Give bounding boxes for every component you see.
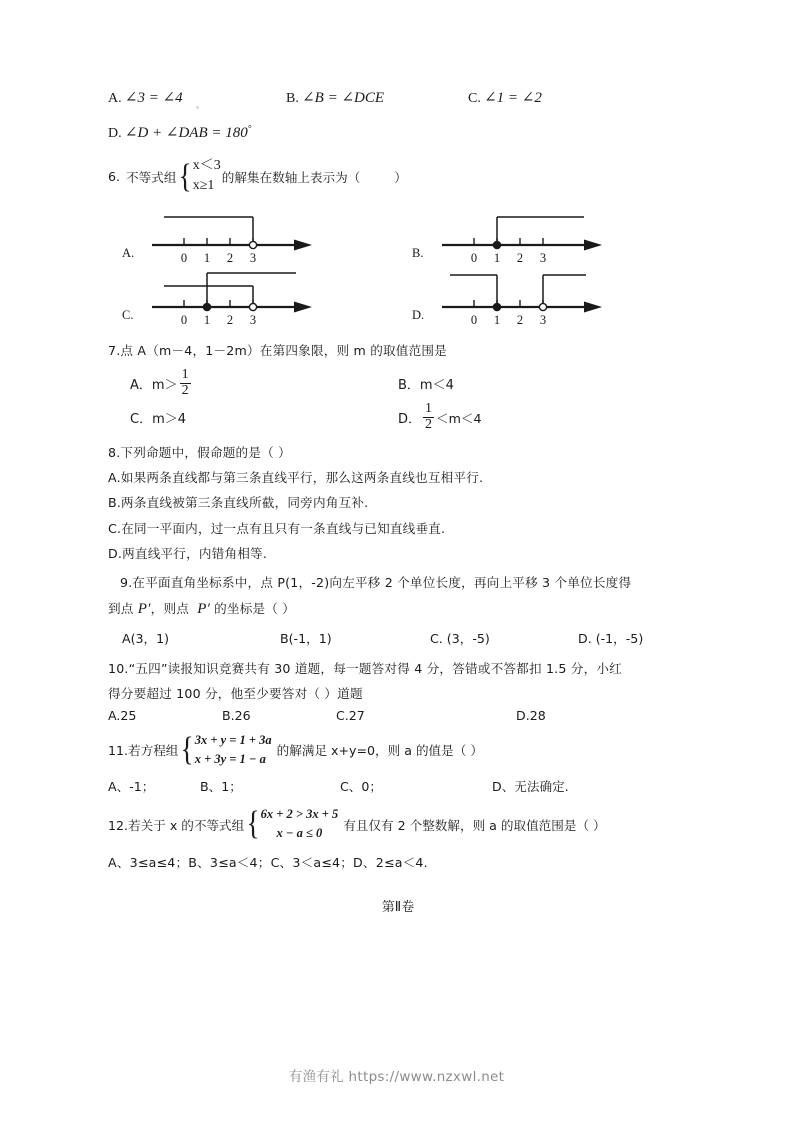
svg-text:1: 1: [203, 250, 211, 265]
q6-system-line1: x＜3: [192, 158, 221, 173]
q5-option-b-letter: B.: [286, 91, 299, 106]
q7-options-row2: [108, 402, 688, 432]
q12-system-rows: [261, 805, 339, 843]
svg-text:3: 3: [539, 250, 547, 265]
q9-option-b[interactable]: B(-1，1): [280, 631, 332, 647]
q6-number: 6.: [108, 168, 121, 184]
q10-options-row: [108, 708, 688, 723]
scan-speck: [196, 106, 199, 109]
q7-option-d-fraction: [423, 402, 434, 432]
svg-text:1: 1: [203, 312, 211, 327]
q9-option-d[interactable]: D. (-1，-5): [578, 631, 644, 647]
q11-option-d[interactable]: D、无法确定.: [492, 779, 569, 795]
q8-stem: 8.下列命题中，假命题的是（ ）: [108, 444, 291, 460]
q7-option-c[interactable]: [108, 402, 398, 432]
q5-options-row: [108, 88, 688, 107]
q9-stem-line2-a: 到点: [108, 601, 138, 617]
q6-system-rows: [193, 156, 221, 197]
q11-system-line2: x + 3y = 1 − a: [194, 751, 266, 766]
q6-choice-d[interactable]: [398, 267, 688, 329]
q7-option-b[interactable]: [398, 368, 688, 398]
q5-option-a-letter: A.: [108, 91, 122, 106]
q7-option-d-denominator: 2: [425, 416, 433, 432]
q6-choice-d-label: D.: [412, 307, 425, 322]
q11-stem: [108, 731, 688, 769]
q6-tail: 的解集在数轴上表示为（: [221, 169, 361, 185]
q10-stem-line1: 10.“五四”读报知识竞赛共有 30 道题，每一题答对得 4 分，答错或不答都扣 1.5 分，小红: [108, 661, 622, 677]
q9-stem-line2-c: 的坐标是（ ）: [214, 601, 296, 617]
q12-stem: [108, 805, 688, 843]
svg-text:2: 2: [516, 312, 524, 327]
q6-choice-c[interactable]: [108, 267, 398, 329]
q11-system-rows: [195, 731, 272, 769]
q9-stem-line2-b: ，则点: [150, 601, 194, 617]
svg-text:3: 3: [539, 312, 547, 327]
q12-lead: 12.若关于 x 的不等式组: [108, 817, 245, 833]
q7-option-a-fraction: [180, 368, 191, 398]
svg-text:1: 1: [493, 250, 501, 265]
q6-choice-a-label: A.: [122, 245, 135, 260]
q7-option-d-tail: ＜m＜4: [436, 410, 482, 426]
q6-system: [177, 156, 220, 197]
q9-point-p-prime-1: P′: [137, 601, 151, 618]
svg-text:1: 1: [493, 312, 501, 327]
q7-option-d-numerator: 1: [425, 401, 433, 417]
q5-option-c: [468, 88, 542, 107]
q6-lead: 不等式组: [126, 169, 177, 185]
q11-options-row: [108, 776, 688, 795]
numberline-a-figure: [144, 205, 354, 265]
q5-option-d: [108, 123, 688, 142]
q7-options-row1: [108, 368, 688, 398]
numberline-b-figure: [434, 205, 644, 265]
svg-text:2: 2: [226, 312, 234, 327]
q12-system-line1: 6x + 2 > 3x + 5: [260, 807, 339, 822]
q11-tail: 的解满足 x+y=0，则 a 的值是（ ）: [276, 743, 483, 759]
q7-option-c-label: C．m＞4: [130, 411, 187, 427]
q11-option-a[interactable]: A、-1；: [108, 779, 155, 795]
q8-option-b[interactable]: B.两条直线被第三条直线所截，同旁内角互补.: [108, 495, 369, 511]
q10-option-d[interactable]: D.28: [516, 707, 546, 723]
q5-option-d-letter: D.: [108, 126, 122, 141]
degree-symbol: °: [247, 123, 252, 134]
exam-content: [108, 88, 688, 915]
q7-option-d[interactable]: [398, 402, 688, 432]
q7-option-a-numerator: 1: [181, 366, 189, 382]
q7-option-a-label: A．m＞: [130, 377, 178, 393]
q7-option-a[interactable]: [108, 368, 398, 398]
q10-option-c[interactable]: C.27: [336, 707, 365, 723]
q9-options-row: [108, 628, 688, 647]
q10-option-a[interactable]: A.25: [108, 707, 137, 723]
q5-option-b-text: ∠B = ∠DCE: [302, 90, 385, 106]
q7-stem: 7.点 A（m－4，1－2m）在第四象限，则 m 的取值范围是: [108, 342, 447, 358]
svg-text:3: 3: [249, 312, 257, 327]
q5-option-c-letter: C.: [468, 91, 481, 106]
q12-system-line2: x − a ≤ 0: [276, 826, 323, 841]
q6-choice-row-top: [108, 205, 688, 267]
q7-option-d-label: D．: [398, 411, 422, 427]
volume-two-header: 第Ⅱ卷: [381, 900, 415, 916]
svg-text:0: 0: [470, 312, 478, 327]
q12-system: [245, 805, 338, 843]
svg-text:3: 3: [249, 250, 257, 265]
svg-text:0: 0: [180, 312, 188, 327]
svg-text:0: 0: [180, 250, 188, 265]
q5-option-a: [108, 88, 286, 107]
q6-numberline-choices: [108, 205, 688, 329]
q12-options-line: A、3≤a≤4；B、3≤a＜4；C、3＜a≤4；D、2≤a＜4.: [108, 854, 428, 870]
q7-option-b-label: B．m＜4: [398, 377, 454, 393]
q7-option-a-denominator: 2: [181, 382, 189, 398]
q5-option-d-text: ∠D + ∠DAB = 180: [124, 125, 248, 141]
q8-option-c[interactable]: C.在同一平面内，过一点有且只有一条直线与已知直线垂直.: [108, 520, 446, 536]
q8-option-d[interactable]: D.两直线平行，内错角相等.: [108, 545, 268, 561]
left-brace-icon: {: [246, 805, 260, 843]
q6-choice-b-label: B.: [412, 245, 424, 260]
svg-text:0: 0: [470, 250, 478, 265]
q10-option-b[interactable]: B.26: [222, 707, 251, 723]
q10-stem-line2: 得分要超过 100 分，他至少要答对（ ）道题: [108, 686, 363, 702]
q9-option-c[interactable]: C. (3，-5): [430, 631, 490, 647]
q5-option-b: [286, 88, 468, 107]
q9-stem-line2: [108, 596, 688, 624]
q12-tail: 有且仅有 2 个整数解，则 a 的取值范围是（ ）: [343, 817, 606, 833]
q6-choice-b[interactable]: [398, 205, 688, 267]
q11-lead: 11.若方程组: [108, 743, 179, 759]
q5-option-c-text: ∠1 = ∠2: [484, 90, 542, 106]
q11-system-line1: 3x + y = 1 + 3a: [194, 732, 272, 747]
left-brace-icon: {: [181, 730, 195, 768]
numberline-c-figure: [144, 267, 354, 327]
q6-stem: [108, 156, 688, 197]
q11-option-c[interactable]: C、0；: [340, 779, 382, 795]
q6-choice-c-label: C.: [122, 307, 134, 322]
q6-choice-row-bottom: [108, 267, 688, 329]
q6-choice-a[interactable]: [108, 205, 398, 267]
q11-option-b[interactable]: B、1；: [200, 779, 242, 795]
q5-option-a-text: ∠3 = ∠4: [124, 90, 183, 106]
q11-system: [179, 731, 271, 769]
numberline-d-figure: [434, 267, 644, 327]
svg-text:2: 2: [516, 250, 524, 265]
left-brace-icon: {: [179, 157, 193, 195]
svg-text:2: 2: [226, 250, 234, 265]
q9-option-a[interactable]: A(3，1): [122, 631, 170, 647]
q6-system-line2: x≥1: [192, 178, 215, 194]
q9-point-p-prime-2: P′: [197, 601, 211, 618]
q9-stem-line1: 9.在平面直角坐标系中，点 P(1，-2)向左平移 2 个单位长度，再向上平移 3 个单位长度得: [120, 575, 632, 591]
q8-option-a[interactable]: A.如果两条直线都与第三条直线平行，那么这两条直线也互相平行.: [108, 469, 484, 485]
q6-tail-close: ）: [394, 169, 407, 185]
watermark: 有渔有礼 https://www.nzxwl.net: [288, 1069, 505, 1085]
